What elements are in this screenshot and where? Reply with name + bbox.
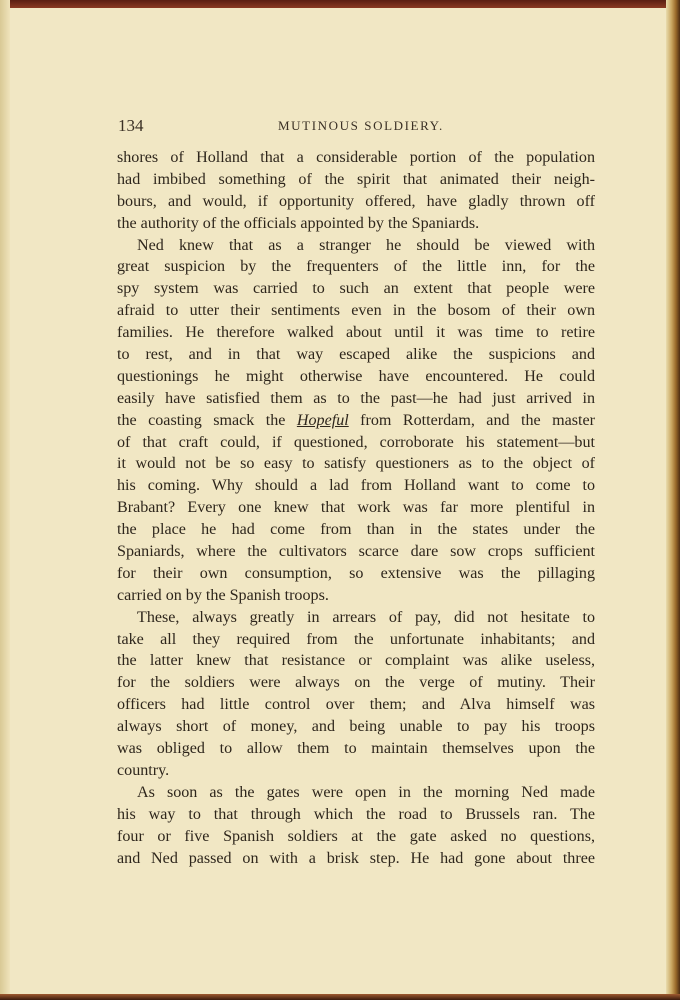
text-line: Spaniards, where the cultivators scarce dare sow crops sufficient — [117, 543, 595, 561]
text-line: Ned knew that as a stranger he should be viewed with — [137, 236, 595, 254]
text-line: to rest, and in that way escaped alike the suspicions and — [117, 346, 595, 364]
text-segment: the coasting smack the — [117, 411, 297, 429]
text-segment: from Rotterdam, and the master — [348, 411, 595, 429]
text-line: for their own consumption, so extensive was the pillaging — [117, 564, 595, 582]
page-bottom-edge — [0, 994, 680, 1000]
text-line — [117, 410, 595, 432]
text-line: country. — [117, 761, 170, 779]
text-line: questionings he might otherwise have encountered. He could — [117, 367, 595, 385]
text-line: These, always greatly in arrears of pay, did not hesitate to — [137, 608, 595, 626]
text-line: easily have satisfied them as to the past—he had just arrived in — [117, 389, 595, 407]
page-binding-edge — [0, 0, 10, 1000]
text-line: always short of money, and being unable to pay his troops — [117, 718, 595, 736]
text-line: As soon as the gates were open in the morning Ned made — [137, 783, 595, 801]
body-text — [117, 147, 595, 869]
text-line: officers had little control over them; and Alva himself was — [117, 696, 595, 714]
text-line: afraid to utter their sentiments even in the bosom of their own — [117, 302, 595, 320]
text-line: the latter knew that resistance or complaint was alike useless, — [117, 652, 595, 670]
text-line: take all they required from the unfortunate inhabitants; and — [117, 630, 595, 648]
page-top-edge — [0, 0, 680, 8]
page-number: 134 — [118, 116, 144, 135]
text-line: spy system was carried to such an extent that people were — [117, 280, 595, 298]
text-line: the place he had come from than in the states under the — [117, 521, 595, 539]
text-line: for the soldiers were always on the verge of mutiny. Their — [117, 674, 595, 692]
text-line: great suspicion by the frequenters of the little inn, for the — [117, 258, 595, 276]
text-line: carried on by the Spanish troops. — [117, 586, 329, 604]
text-line: was obliged to allow them to maintain themselves upon the — [117, 740, 595, 758]
text-line: of that craft could, if questioned, corroborate his statement—but — [117, 433, 595, 451]
text-line: shores of Holland that a considerable portion of the population — [117, 149, 595, 166]
text-line: it would not be so easy to satisfy questioners as to the object of — [117, 455, 595, 473]
text-line: families. He therefore walked about until it was time to retire — [117, 324, 595, 342]
text-line: his way to that through which the road to Brussels ran. The — [117, 805, 595, 823]
running-head: MUTINOUS SOLDIERY. — [278, 118, 444, 133]
page-header — [118, 116, 594, 138]
text-line: four or five Spanish soldiers at the gate asked no questions, — [117, 827, 595, 845]
text-line: bours, and would, if opportunity offered, have gladly thrown off — [117, 192, 595, 210]
text-line: Brabant? Every one knew that work was far more plentiful in — [117, 499, 595, 517]
text-line: had imbibed something of the spirit that animated their neigh- — [117, 170, 595, 188]
page-fore-edge — [666, 0, 680, 1000]
text-line: his coming. Why should a lad from Holland want to come to — [117, 477, 595, 495]
text-line: the authority of the officials appointed by the Spaniards. — [117, 214, 480, 232]
text-line: and Ned passed on with a brisk step. He had gone about three — [117, 849, 595, 867]
ship-name-italic: Hopeful — [296, 411, 349, 429]
